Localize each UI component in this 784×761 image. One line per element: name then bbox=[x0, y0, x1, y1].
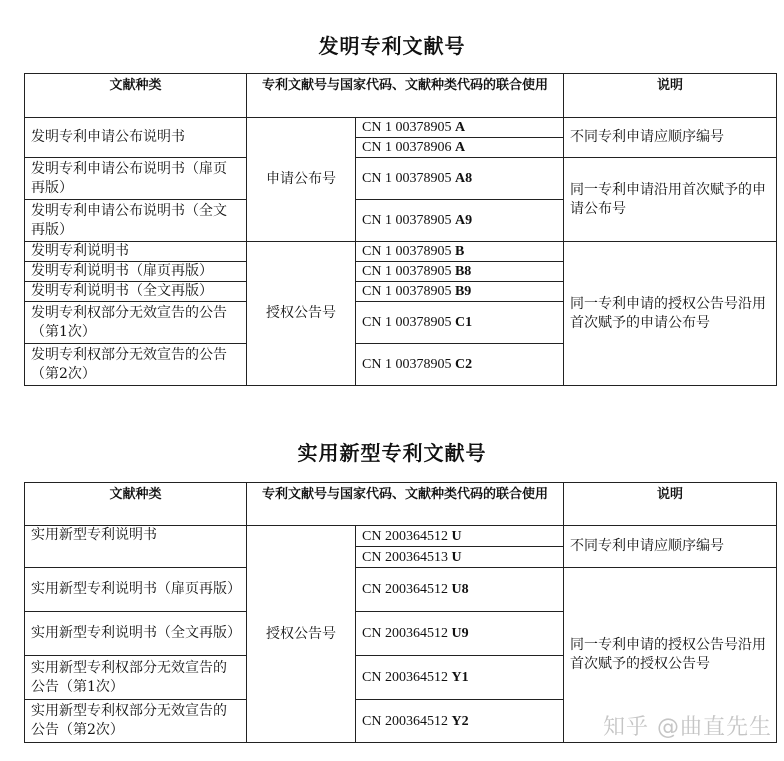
code-cell: CN 1 00378905 A9 bbox=[356, 200, 564, 242]
header-doc-type: 文献种类 bbox=[25, 483, 247, 526]
code-cell: CN 200364512 U8 bbox=[356, 568, 564, 612]
doc-type-cell: 实用新型专利说明书（扉页再版） bbox=[25, 568, 247, 612]
utility-title: 实用新型专利文献号 bbox=[297, 441, 487, 465]
code-cell: CN 1 00378905 A8 bbox=[356, 158, 564, 200]
code-cell: CN 200364512 U bbox=[356, 526, 564, 547]
doc-type-cell: 实用新型专利说明书 bbox=[25, 526, 247, 568]
invention-title: 发明专利文献号 bbox=[318, 34, 466, 58]
header-note: 说明 bbox=[564, 74, 777, 118]
code-cell: CN 1 00378905 A bbox=[356, 118, 564, 138]
utility-table bbox=[24, 482, 777, 743]
header-doc-type: 文献种类 bbox=[25, 74, 247, 118]
watermark: 知乎 @曲直先生 bbox=[603, 715, 772, 740]
header-note: 说明 bbox=[564, 483, 777, 526]
note-cell: 同一专利申请沿用首次赋予的申请公布号 bbox=[564, 158, 777, 242]
invention-header-row bbox=[25, 74, 777, 118]
table-row bbox=[25, 158, 777, 200]
doc-type-cell: 发明专利申请公布说明书（扉页再版） bbox=[25, 158, 247, 200]
code-cell: CN 1 00378905 C2 bbox=[356, 344, 564, 386]
code-cell: CN 200364512 U9 bbox=[356, 612, 564, 656]
utility-header-row bbox=[25, 483, 777, 526]
table-row bbox=[25, 526, 777, 547]
note-cell: 同一专利申请的授权公告号沿用首次赋予的授权公告号 bbox=[564, 568, 777, 743]
code-cell: CN 200364513 U bbox=[356, 547, 564, 568]
code-cell: CN 1 00378905 B8 bbox=[356, 262, 564, 282]
doc-type-cell: 发明专利权部分无效宣告的公告（第2次） bbox=[25, 344, 247, 386]
header-doc-number: 专利文献号与国家代码、文献种类代码的联合使用 bbox=[247, 74, 564, 118]
table-row bbox=[25, 568, 777, 612]
group-cell: 申请公布号 bbox=[247, 118, 356, 242]
code-cell: CN 1 00378905 B bbox=[356, 242, 564, 262]
code-cell: CN 1 00378905 B9 bbox=[356, 282, 564, 302]
doc-type-cell: 实用新型专利权部分无效宣告的公告（第1次） bbox=[25, 656, 247, 700]
code-cell: CN 200364512 Y1 bbox=[356, 656, 564, 700]
table-row bbox=[25, 242, 777, 262]
header-doc-number: 专利文献号与国家代码、文献种类代码的联合使用 bbox=[247, 483, 564, 526]
group-cell: 授权公告号 bbox=[247, 242, 356, 386]
note-cell: 不同专利申请应顺序编号 bbox=[564, 526, 777, 568]
table-row bbox=[25, 118, 777, 138]
note-cell: 同一专利申请的授权公告号沿用首次赋予的申请公布号 bbox=[564, 242, 777, 386]
doc-type-cell: 发明专利申请公布说明书（全文再版） bbox=[25, 200, 247, 242]
code-cell: CN 200364512 Y2 bbox=[356, 700, 564, 743]
group-cell: 授权公告号 bbox=[247, 526, 356, 743]
doc-type-cell: 发明专利申请公布说明书 bbox=[25, 118, 247, 158]
doc-type-cell: 发明专利说明书（全文再版） bbox=[25, 282, 247, 302]
doc-type-cell: 发明专利说明书 bbox=[25, 242, 247, 262]
doc-type-cell: 实用新型专利说明书（全文再版） bbox=[25, 612, 247, 656]
note-cell: 不同专利申请应顺序编号 bbox=[564, 118, 777, 158]
doc-type-cell: 发明专利说明书（扉页再版） bbox=[25, 262, 247, 282]
doc-type-cell: 发明专利权部分无效宣告的公告（第1次） bbox=[25, 302, 247, 344]
doc-type-cell: 实用新型专利权部分无效宣告的公告（第2次） bbox=[25, 700, 247, 743]
invention-table bbox=[24, 73, 777, 386]
code-cell: CN 1 00378905 C1 bbox=[356, 302, 564, 344]
code-cell: CN 1 00378906 A bbox=[356, 138, 564, 158]
